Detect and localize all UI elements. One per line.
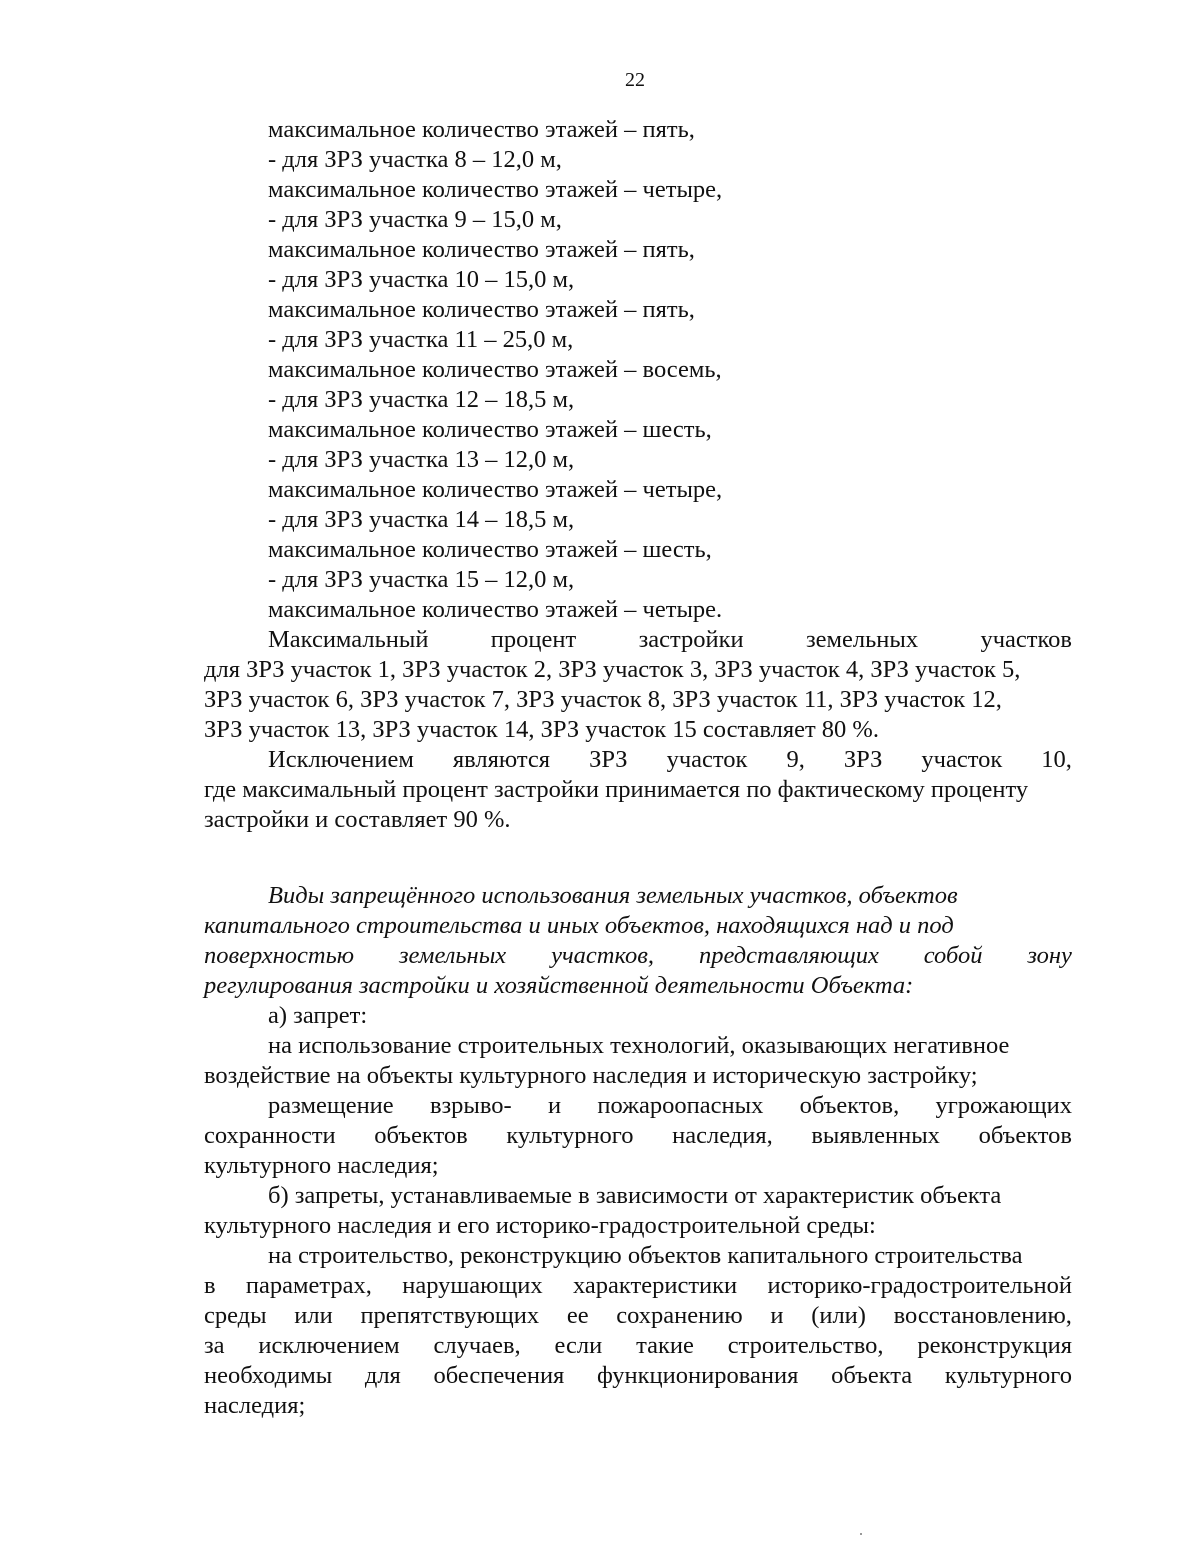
word: строительство, [727, 1332, 884, 1359]
construction-paragraph [204, 1241, 1072, 1421]
justified-line [204, 625, 1072, 655]
word: поверхностью [204, 942, 355, 969]
word: случаев, [433, 1332, 521, 1359]
list-item: максимальное количество этажей – восемь, [268, 356, 722, 383]
paragraph-line: для ЗРЗ участок 1, ЗРЗ участок 2, ЗРЗ участок 3, ЗРЗ участок 4, ЗРЗ участок 5, [204, 656, 1021, 683]
word: нарушающих [402, 1272, 543, 1299]
word: за [204, 1332, 225, 1359]
prohibited-uses-heading [204, 881, 1072, 1001]
word: участков [980, 626, 1072, 653]
list-item: максимальное количество этажей – четыре, [268, 476, 723, 503]
word: объектов [374, 1122, 468, 1149]
word: ее [566, 1302, 589, 1329]
heading-line: регулирования застройки и хозяйственной деятельности Объекта: [204, 972, 914, 999]
word: Максимальный [268, 626, 429, 653]
scan-speck [860, 1533, 862, 1535]
paragraph-line: культурного наследия и его историко-градостроительной среды: [204, 1212, 876, 1239]
paragraph-line: воздействие на объекты культурного наследия и историческую застройку; [204, 1062, 978, 1089]
word: для [364, 1362, 401, 1389]
word: 10, [1041, 746, 1072, 773]
word: земельных [398, 942, 507, 969]
list-item: - для ЗРЗ участка 9 – 15,0 м, [268, 206, 562, 233]
list-item: максимальное количество этажей – пять, [268, 236, 695, 263]
list-item: - для ЗРЗ участка 13 – 12,0 м, [268, 446, 575, 473]
word: сохранности [204, 1122, 336, 1149]
word: параметрах, [245, 1272, 372, 1299]
justified-line [204, 1331, 1072, 1361]
word: культурного [944, 1362, 1072, 1389]
paragraph-line: наследия; [204, 1392, 306, 1419]
document-body [204, 115, 1072, 1421]
word: 9, [786, 746, 805, 773]
word: выявленных [811, 1122, 940, 1149]
word: Исключением [268, 746, 414, 773]
word: характеристики [573, 1272, 738, 1299]
word: функционирования [597, 1362, 799, 1389]
paragraph-line: на использование строительных технологий, оказывающих негативное [268, 1032, 1010, 1059]
spacer [204, 835, 1072, 881]
percent-paragraph [204, 625, 1072, 745]
word: восстановлению, [893, 1302, 1072, 1329]
word: сохранению [616, 1302, 743, 1329]
list-item: максимальное количество этажей – четыре, [268, 176, 723, 203]
word: ЗРЗ [843, 746, 883, 773]
word: земельных [805, 626, 919, 653]
list-item: максимальное количество этажей – четыре. [268, 596, 723, 623]
list-item: максимальное количество этажей – шесть, [268, 536, 712, 563]
item-a: а) запрет: [268, 1002, 368, 1029]
list-item: - для ЗРЗ участка 11 – 25,0 м, [268, 326, 574, 353]
exception-paragraph [204, 745, 1072, 835]
paragraph-line: культурного наследия; [204, 1152, 439, 1179]
list-item: - для ЗРЗ участка 14 – 18,5 м, [268, 506, 575, 533]
word: взрыво- [429, 1092, 512, 1119]
heading-line-text: Виды запрещённого использования земельных участков, объектов [268, 882, 958, 909]
word: если [554, 1332, 603, 1359]
word: являются [452, 746, 551, 773]
word: процент [490, 626, 577, 653]
word: историко-градостроительной [767, 1272, 1072, 1299]
list-item: - для ЗРЗ участка 15 – 12,0 м, [268, 566, 575, 593]
word: такие [636, 1332, 694, 1359]
word: собой [923, 942, 983, 969]
paragraph-line: где максимальный процент застройки принимается по фактическому проценту [204, 776, 1029, 803]
word: (или) [811, 1302, 866, 1329]
word: в [204, 1272, 216, 1299]
word: препятствующих [360, 1302, 540, 1329]
list-item: - для ЗРЗ участка 8 – 12,0 м, [268, 146, 562, 173]
list-item: - для ЗРЗ участка 10 – 15,0 м, [268, 266, 575, 293]
word: и [547, 1092, 562, 1119]
word: культурного [506, 1122, 634, 1149]
word: необходимы [204, 1362, 333, 1389]
word: размещение [268, 1092, 394, 1119]
word: зону [1027, 942, 1072, 969]
word: объектов [978, 1122, 1072, 1149]
word: участок [921, 746, 1003, 773]
word: наследия, [672, 1122, 773, 1149]
justified-line [204, 881, 1072, 911]
paragraph-line: ЗРЗ участок 13, ЗРЗ участок 14, ЗРЗ участок 15 составляет 80 %. [204, 716, 879, 743]
word: и [770, 1302, 784, 1329]
word: угрожающих [935, 1092, 1072, 1119]
justified-line [204, 1121, 1072, 1151]
list-item: максимальное количество этажей – пять, [268, 296, 695, 323]
justified-line [204, 1301, 1072, 1331]
list-item: максимальное количество этажей – шесть, [268, 416, 712, 443]
word: участок [666, 746, 748, 773]
tech-paragraph [204, 1031, 1072, 1091]
word: пожароопасных [597, 1092, 764, 1119]
word: представляющих [698, 942, 879, 969]
justified-line [204, 1271, 1072, 1301]
word: или [294, 1302, 333, 1329]
paragraph-line: ЗРЗ участок 6, ЗРЗ участок 7, ЗРЗ участок 8, ЗРЗ участок 11, ЗРЗ участок 12, [204, 686, 1002, 713]
paragraph-line: на строительство, реконструкцию объектов капитального строительства [268, 1242, 1023, 1269]
word: обеспечения [433, 1362, 565, 1389]
heading-line: капитального строительства и иных объектов, находящихся над и под [204, 912, 954, 939]
justified-line [204, 941, 1072, 971]
item-b [204, 1181, 1072, 1241]
paragraph-line: застройки и составляет 90 %. [204, 806, 511, 833]
word: ЗРЗ [589, 746, 628, 773]
justified-line [204, 1091, 1072, 1121]
word: участков, [551, 942, 655, 969]
word: реконструкция [917, 1332, 1072, 1359]
explosive-paragraph [204, 1091, 1072, 1181]
list-item: - для ЗРЗ участка 12 – 18,5 м, [268, 386, 575, 413]
word: объекта [831, 1362, 913, 1389]
word: застройки [638, 626, 744, 653]
justified-line [204, 1361, 1072, 1391]
list-item: максимальное количество этажей – пять, [268, 116, 695, 143]
word: объектов, [799, 1092, 900, 1119]
page-number: 22 [625, 69, 645, 91]
word: среды [204, 1302, 267, 1329]
justified-line [204, 745, 1072, 775]
word: исключением [258, 1332, 400, 1359]
paragraph-line: б) запреты, устанавливаемые в зависимости от характеристик объекта [268, 1182, 1002, 1209]
height-limits-list [204, 115, 1072, 625]
